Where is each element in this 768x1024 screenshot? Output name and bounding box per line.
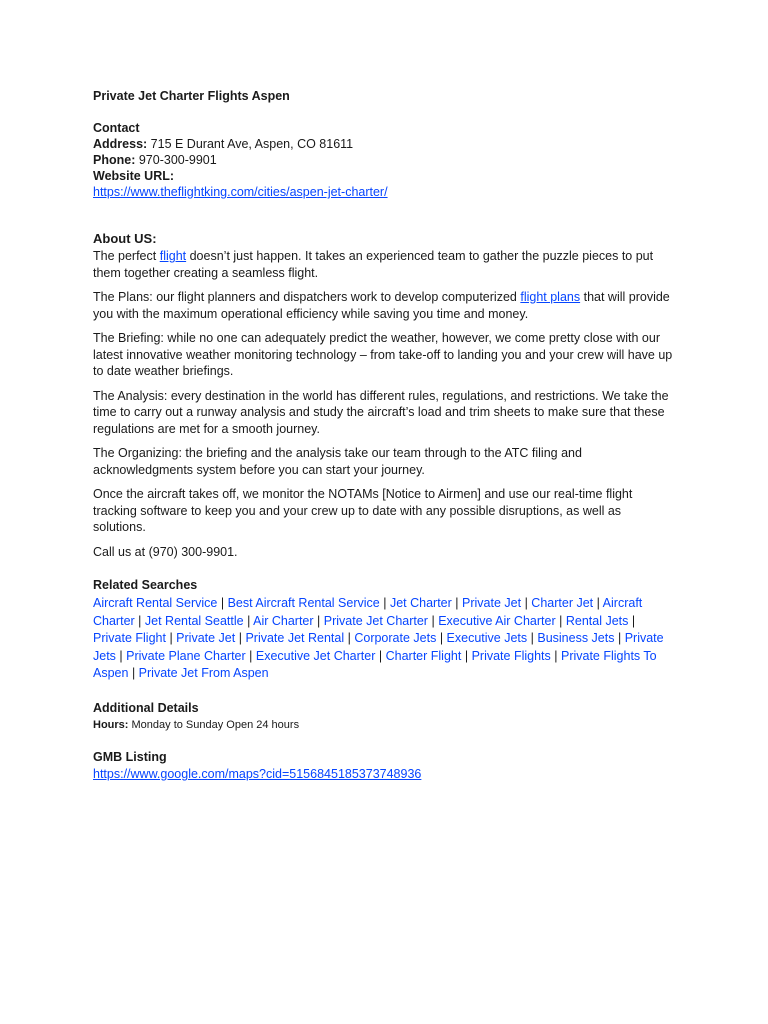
hours-label: Hours:: [93, 718, 129, 731]
related-search-link[interactable]: Charter Jet: [531, 596, 594, 610]
related-search-link[interactable]: Private Jet Rental: [245, 631, 345, 646]
related-search-link[interactable]: Best Aircraft Rental Service: [227, 596, 380, 610]
related-search-link[interactable]: Jet Rental Seattle: [144, 613, 244, 628]
phone-row: [93, 152, 680, 168]
paragraph-briefing: The Briefing: while no one can adequately predict the weather, however, we come pretty close with our latest innovative weather monitoring technology – from take-off to landing you and your crew will have up to date weather briefings.: [93, 331, 673, 378]
related-search-link[interactable]: Rental Jets: [565, 613, 629, 628]
related-separator: |: [596, 596, 600, 610]
related-search-link[interactable]: Corporate Jets: [354, 631, 437, 646]
related-separator: |: [439, 631, 444, 646]
gmb-listing-link[interactable]: https://www.google.com/maps?cid=5156845185373748936: [93, 766, 422, 781]
document-title: Private Jet Charter Flights Aspen: [93, 89, 290, 103]
website-label: Website URL:: [93, 169, 175, 183]
related-separator: |: [464, 648, 469, 663]
related-search-link[interactable]: Business Jets: [537, 631, 615, 646]
related-separator: |: [249, 648, 253, 663]
related-search-link[interactable]: Private Jets: [93, 631, 664, 663]
hours-row: [93, 718, 680, 733]
related-search-link[interactable]: Air Charter: [253, 613, 314, 628]
gmb-listing-heading: GMB Listing: [93, 749, 167, 764]
related-search-link[interactable]: Executive Jets: [446, 631, 528, 646]
phone-value: 970-300-9901: [138, 153, 217, 167]
p1-text-end: doesn’t just happen. It takes an experienced team to gather the puzzle pieces to put them together creating a seamless flight.: [93, 249, 654, 280]
related-separator: |: [220, 596, 225, 610]
related-separator: |: [383, 596, 387, 610]
related-separator: |: [347, 631, 351, 646]
related-separator: |: [317, 613, 321, 628]
p2-text-start: The Plans: our flight planners and dispatchers work to develop computerized: [93, 290, 517, 304]
address-row: [93, 136, 680, 152]
p1-text-start: The perfect: [93, 249, 157, 263]
related-separator: |: [455, 596, 459, 610]
hours-value: Monday to Sunday Open 24 hours: [131, 718, 300, 731]
related-search-link[interactable]: Aircraft Rental Service: [93, 596, 218, 610]
related-search-link[interactable]: Executive Air Charter: [438, 613, 556, 628]
flight-link[interactable]: flight: [159, 249, 187, 263]
paragraph-call-us: Call us at (970) 300-9901.: [93, 544, 238, 559]
related-separator: |: [119, 648, 123, 663]
phone-label: Phone:: [93, 153, 136, 167]
related-separator: |: [617, 631, 622, 646]
related-search-link[interactable]: Private Jet From Aspen: [138, 666, 269, 681]
related-separator: |: [559, 613, 563, 628]
related-search-link[interactable]: Private Jet Charter: [323, 613, 428, 628]
related-separator: |: [378, 648, 383, 663]
related-search-link[interactable]: Private Flights To Aspen: [93, 648, 657, 681]
additional-details-heading: Additional Details: [93, 700, 199, 715]
related-separator: |: [247, 613, 251, 628]
about-heading: About US:: [93, 231, 157, 246]
related-separator: |: [431, 613, 435, 628]
related-separator: |: [138, 613, 142, 628]
related-search-link[interactable]: Executive Jet Charter: [255, 648, 376, 663]
paragraph-monitoring: Once the aircraft takes off, we monitor the NOTAMs [Notice to Airmen] and use our real-time flight tracking software to keep you and your crew up to date with any possible disruptions, as well as solutions.: [93, 487, 633, 534]
related-separator: |: [169, 631, 173, 646]
related-search-link[interactable]: Aircraft Charter: [93, 596, 643, 628]
related-separator: |: [530, 631, 534, 646]
related-search-link[interactable]: Charter Flight: [385, 648, 462, 663]
related-searches-heading: Related Searches: [93, 578, 198, 592]
paragraph-intro: [93, 248, 673, 281]
related-separator: |: [238, 631, 242, 646]
related-separator: |: [131, 666, 136, 681]
website-row: [93, 168, 680, 184]
website-url-link[interactable]: https://www.theflightking.com/cities/aspen-jet-charter/: [93, 185, 388, 199]
related-separator: |: [524, 596, 528, 610]
related-searches-list: [93, 595, 675, 683]
address-label: Address:: [93, 137, 148, 151]
p2-text-end: that will provide you with the maximum operational efficiency while saving you time and money.: [93, 290, 670, 321]
paragraph-analysis: The Analysis: every destination in the world has different rules, regulations, and restrictions. We take the time to carry out a runway analysis and study the aircraft’s load and trim sheets to make sure that these regulations are met for a smooth journey.: [93, 388, 669, 436]
contact-heading: Contact: [93, 121, 140, 135]
related-search-link[interactable]: Private Jet: [176, 631, 236, 646]
related-search-link[interactable]: Private Plane Charter: [126, 648, 246, 663]
related-search-link[interactable]: Private Flights: [471, 648, 551, 663]
related-separator: |: [554, 648, 558, 663]
flight-plans-link[interactable]: flight plans: [520, 290, 581, 304]
related-search-link[interactable]: Private Jet: [462, 596, 522, 610]
address-value: 715 E Durant Ave, Aspen, CO 81611: [150, 137, 354, 151]
paragraph-plans: [93, 289, 673, 322]
related-search-link[interactable]: Private Flight: [93, 631, 166, 646]
related-search-link[interactable]: Jet Charter: [389, 596, 452, 610]
related-separator: |: [631, 613, 636, 628]
paragraph-organizing: The Organizing: the briefing and the analysis take our team through to the ATC filing and acknowledgments system before you can start your journey.: [93, 446, 582, 477]
